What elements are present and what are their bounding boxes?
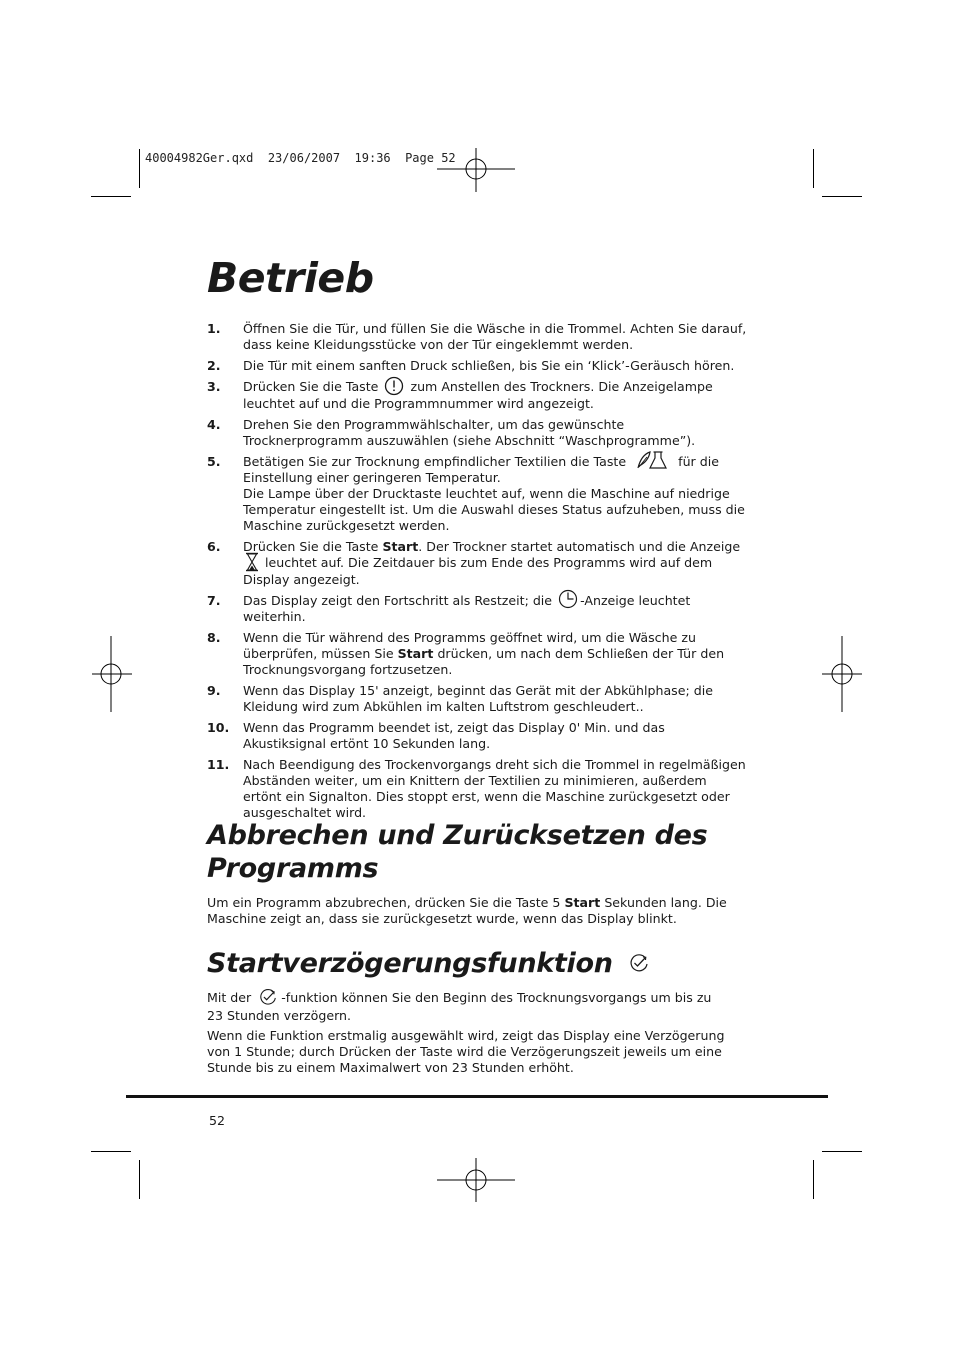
- list-item: [207, 417, 747, 449]
- delay-icon: [257, 987, 279, 1007]
- step-text: Wenn das Programm beendet ist, zeigt das Display 0' Min. und das Akustiksignal ertönt 10 Sekunden lang.: [243, 720, 665, 751]
- list-item: [207, 720, 747, 752]
- step-text-part: Die Lampe über der Drucktaste leuchtet auf, wenn die Maschine auf niedrige Temperatur eingestellt ist. Um die Auswahl dieses Status aufzuheben, muss die Maschine zurückgesetzt werden.: [243, 486, 745, 533]
- step-text-part: Das Display zeigt den Fortschritt als Restzeit; die: [243, 592, 553, 608]
- list-item: [207, 379, 747, 412]
- list-item: [207, 683, 747, 715]
- crop-mark: [813, 1160, 814, 1199]
- clock-icon: [558, 589, 578, 609]
- delay-icon: [628, 952, 650, 974]
- step-number: 2.: [207, 358, 221, 373]
- text-part: Sekunden lang. Die Maschine zeigt an, dass sie zurückgesetzt wurde, wenn das Display blinkt.: [207, 895, 727, 926]
- step-text: [243, 379, 747, 412]
- list-item: [207, 454, 747, 535]
- step-text: Die Tür mit einem sanften Druck schließen, bis Sie ein ‘Klick’-Geräusch hören.: [243, 358, 735, 373]
- step-number: 5.: [207, 453, 221, 469]
- step-text-part: -Anzeige leuchtet weiterhin.: [243, 592, 691, 624]
- crop-mark: [91, 196, 131, 197]
- list-item: [207, 593, 747, 626]
- step-text: [243, 454, 747, 535]
- step-text-part: Wenn die Tür während des Programms geöffnet wird, um die Wäsche zu überprüfen, müssen Sie: [243, 630, 696, 661]
- text-part: Um ein Programm abzubrechen, drücken Sie die Taste 5: [207, 895, 561, 910]
- step-text: Öffnen Sie die Tür, und füllen Sie die Wäsche in die Trommel. Achten Sie darauf, dass keine Kleidungsstücke von der Tür eingeklemmt werden.: [243, 321, 747, 352]
- step-text-part: für die Einstellung einer geringeren Temperatur.: [243, 453, 719, 485]
- delicate-icon: [636, 450, 668, 470]
- footer-rule: [126, 1095, 828, 1098]
- step-text-part: . Der Trockner startet automatisch und die Anzeige: [418, 539, 741, 554]
- step-text-part: Betätigen Sie zur Trocknung empfindlicher Textilien die Taste: [243, 453, 627, 469]
- heading-line: Abbrechen und Zurücksetzen des: [207, 820, 708, 851]
- hourglass-icon: [245, 552, 259, 572]
- crop-mark: [91, 1151, 131, 1152]
- heading-line: Programms: [207, 853, 379, 884]
- list-item: [207, 358, 747, 374]
- step-number: 11.: [207, 757, 230, 772]
- page-title: Betrieb: [207, 254, 374, 302]
- crop-mark: [139, 149, 140, 188]
- step-number: 1.: [207, 321, 221, 336]
- registration-mark-bottom: [437, 1158, 515, 1202]
- step-number: 6.: [207, 539, 221, 554]
- registration-mark-left: [92, 636, 132, 712]
- page-number: 52: [209, 1113, 226, 1128]
- step-number: 3.: [207, 379, 221, 394]
- text-part: -funktion können Sie den Beginn des Trocknungsvorgangs um bis zu: [281, 990, 712, 1005]
- start-key-label: Start: [382, 539, 419, 554]
- list-item: [207, 539, 747, 588]
- list-item: [207, 757, 747, 821]
- registration-mark-top: [437, 148, 515, 192]
- start-key-label: Start: [564, 895, 601, 910]
- step-number: 10.: [207, 720, 230, 735]
- heading-text: Startverzögerungsfunktion: [207, 948, 613, 979]
- step-text: Drehen Sie den Programmwählschalter, um das gewünschte Trocknerprogramm auszuwählen (siehe Abschnitt “Waschprogramme”).: [243, 416, 696, 448]
- crop-mark: [139, 1160, 140, 1199]
- step-text-part: leuchtet auf. Die Zeitdauer bis zum Ende des Programms wird auf dem Display angezeigt.: [243, 555, 713, 587]
- list-item: [207, 321, 747, 353]
- step-text-part: zum Anstellen des Trockners. Die Anzeigelampe leuchtet auf und die Programmnummer wird angezeigt.: [243, 379, 713, 411]
- step-text-part: drücken, um nach dem Schließen der Tür den Trocknungsvorgang fortzusetzen.: [243, 646, 725, 677]
- section-text-startverzoegerung-2: Wenn die Funktion erstmalig ausgewählt wird, zeigt das Display eine Verzögerung von 1 Stunde; durch Drücken der Taste wird die Verzögerungszeit jeweils um eine Stunde bis zu einem Maximalwert von 23 Stunden erhöht.: [207, 1028, 725, 1075]
- section-heading-startverzoegerung: [207, 947, 650, 980]
- step-number: 4.: [207, 416, 221, 432]
- step-text: Wenn das Display 15' anzeigt, beginnt das Gerät mit der Abkühlphase; die Kleidung wird zum Abkühlen im kalten Luftstrom geschleudert..: [243, 683, 713, 714]
- step-number: 8.: [207, 630, 221, 645]
- print-slug: 40004982Ger.qxd 23/06/2007 19:36 Page 52: [145, 151, 456, 165]
- text-part: 23 Stunden verzögern.: [207, 1007, 352, 1023]
- list-item: [207, 630, 747, 678]
- start-key-label: Start: [397, 646, 434, 661]
- section-text-abbrechen: [207, 895, 747, 927]
- step-text: [243, 593, 747, 626]
- registration-mark-right: [822, 636, 862, 712]
- section-text-startverzoegerung-1: [207, 989, 747, 1024]
- power-icon: [384, 376, 404, 396]
- step-text: Nach Beendigung des Trockenvorgangs dreht sich die Trommel in regelmäßigen Abständen weiter, um ein Knittern der Textilien zu minimieren, außerdem ertönt ein Signalton. Dies stoppt erst, wenn die Maschine zurückgesetzt oder ausgeschaltet wird.: [243, 757, 746, 820]
- step-text-part: Drücken Sie die Taste: [243, 539, 379, 554]
- text-part: Mit der: [207, 990, 252, 1005]
- step-text: [243, 630, 747, 678]
- section-heading-abbrechen: [207, 819, 707, 885]
- step-number: 7.: [207, 592, 221, 608]
- crop-mark: [822, 196, 862, 197]
- crop-mark: [813, 149, 814, 188]
- step-number: 9.: [207, 683, 221, 698]
- steps-list: [207, 321, 747, 826]
- step-text-part: Drücken Sie die Taste: [243, 379, 379, 394]
- crop-mark: [822, 1151, 862, 1152]
- step-text: [243, 539, 747, 588]
